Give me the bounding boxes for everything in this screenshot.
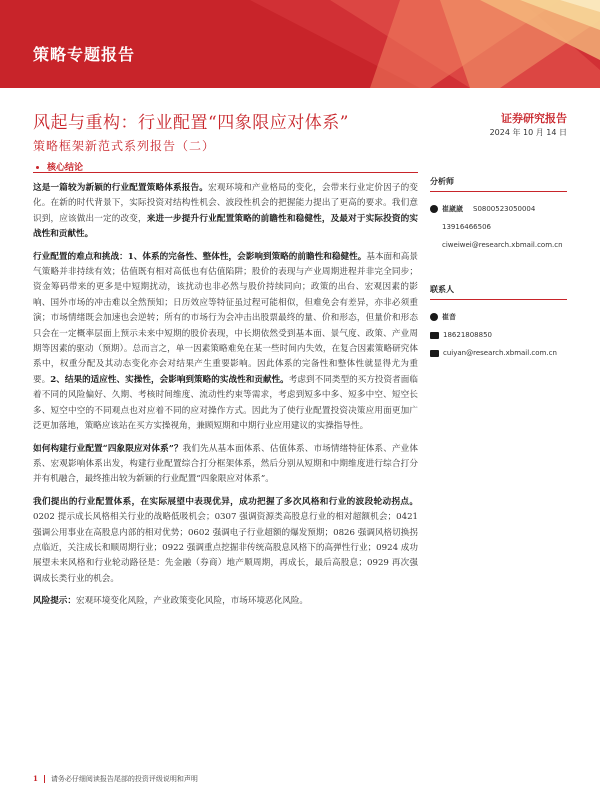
- report-type: 证券研究报告: [501, 112, 567, 125]
- analyst-email-row: [430, 238, 567, 252]
- mail-icon: [430, 350, 439, 357]
- contact-name-row: [430, 310, 567, 324]
- bullet-icon: [36, 166, 39, 169]
- contact-email[interactable]: cuiyan@research.xbmail.com.cn: [443, 349, 557, 357]
- bold-text: 来进一步提升行业配置策略的前瞻性和稳健性，及最对于实际投资的实战性和贡献性。: [33, 213, 418, 240]
- contact-email-row: [430, 346, 567, 360]
- bold-text: 我们提出的行业配置体系，在实际展望中表现优异，成功把握了多次风格和行业的波段轮动拐点。: [33, 496, 418, 507]
- body-text: 我们先从基本面体系、估值体系、市场情绪特征体系、产业体系、宏观影响体系出发，构建行业配置综合打分框架体系，然后分别从短期和中期维度进行综合打分并有机融合，最终推出较为新颖的行业配置“四象限应对体系”。: [33, 443, 418, 485]
- report-title: 风起与重构：行业配置“四象限应对体系”: [33, 113, 349, 133]
- analyst-heading: 分析师: [430, 176, 567, 192]
- contact-block: [430, 284, 567, 360]
- person-icon: [430, 313, 438, 321]
- author-sidebar: [430, 176, 567, 364]
- paragraph-framework: [33, 442, 418, 488]
- footer-divider: [44, 775, 45, 783]
- contact-phone-row: [430, 328, 567, 342]
- analyst-name: 崔崴崴: [442, 205, 463, 213]
- body-text: 基本面和高景气策略并非持续有效；估值既有相对高低也有估值陷阱；股价的表现与产业周期进程并非完全同步；资金筹码带来的更多是中短期扰动，该扰动也非必然与股价持续同向；政策的出台、宏观因素的影响、国外市场的冲击难以全然预知；日历效应等特征虽过程可能相似，但难免会有差异，亦非必须重演；市场情绪既会加速也会逆转；所有的市场行为会冲击出股票最终的量、价和形态，但量价和形态只会在一定概率层面上预示未来中短期的股价表现，中长期依然受到基本面、景气度、政策、产业周期等因素的驱动（预期）。总而言之，单一因素策略难免在某一些时间内失效，在复合因素策略研究体系中，权重分配及其动态变化亦会对结果产生重要影响。因此体系的完备性和整体性就显得尤为重要。: [33, 251, 418, 385]
- analyst-email[interactable]: ciweiwei@research.xbmail.com.cn: [442, 241, 563, 249]
- analyst-phone: 13916466506: [442, 223, 491, 231]
- analyst-phone-row: [430, 220, 567, 234]
- page-footer: [33, 774, 198, 784]
- contact-heading: 联系人: [430, 284, 567, 300]
- paragraph-challenges: [33, 250, 418, 435]
- footer-disclaimer: 请务必仔细阅读报告尾部的投资评级说明和声明: [50, 775, 198, 783]
- contact-phone: 18621808850: [443, 331, 492, 339]
- bold-text: 风险提示：: [33, 596, 76, 607]
- header-title: 策略专题报告: [33, 45, 136, 64]
- paragraph-intro: [33, 181, 418, 243]
- person-icon: [430, 205, 438, 213]
- analyst-license: S0800523050004: [473, 205, 536, 213]
- phone-icon: [430, 332, 439, 339]
- paragraph-risk: [33, 594, 418, 609]
- section-label: 核心结论: [47, 163, 84, 173]
- contact-name: 崔音: [442, 313, 456, 321]
- bold-text: 如何构建行业配置“四象限应对体系”？: [33, 443, 183, 454]
- report-body: [33, 181, 418, 617]
- report-date: 2024 年 10 月 14 日: [489, 128, 567, 137]
- report-header-banner: [0, 0, 600, 88]
- section-divider: [33, 172, 418, 173]
- body-text: 0202 提示成长风格相关行业的战略低吸机会；0307 强调资源类高股息行业的相对超额机会；0421 强调公用事业在高股息内部的相对优势；0602 强调电子行业超额的爆发预期；0826 强调风格切换拐点临近，关注成长和顺周期行业；0922 强调重点挖掘非传统高股息风格下的高弹性行业；0924 成功展望未来风格和行业轮动路径是：先金融（券商）地产顺周期，再成长，最后高股息；0929 再次强调成长类行业的机会。: [33, 512, 418, 584]
- page-number: 1: [33, 774, 38, 783]
- bold-text: 行业配置的难点和挑战：1、体系的完备性、整体性，会影响到策略的前瞻性和稳健性。: [33, 251, 367, 262]
- body-text: 宏观环境变化风险，产业政策变化风险，市场环境恶化风险。: [75, 596, 309, 607]
- bold-text: 2、结果的适应性、实操性，会影响到策略的实战性和贡献性。: [50, 374, 289, 385]
- report-subtitle: 策略框架新范式系列报告（二）: [33, 139, 216, 153]
- bold-text: 这是一篇较为新颖的行业配置策略体系报告。: [33, 183, 209, 193]
- analyst-block: [430, 176, 567, 252]
- paragraph-performance: [33, 495, 418, 587]
- analyst-name-row: [430, 202, 567, 216]
- body-text: 考虑到不同类型的买方投资者面临着不同的风险偏好、久期、考核时间维度、流动性约束等需求，考虑到短多中多、短多中空、短空长多、短空中空的不同观点也对应着不同的应对操作方式。因此为了使行业配置投资决策应用面更加广泛更加落地，策略应该站在买方实操视角，兼顾短期和中期行业应用建议的实操指导性。: [33, 374, 418, 432]
- body-text: 宏观环境和产业格局的变化，会带来行业定价因子的变化。在新的时代背景下，实际投资对结构性机会、波段性机会的把握能力提出了更高的要求。我们意识到，应该做出一定的改变，: [33, 183, 418, 224]
